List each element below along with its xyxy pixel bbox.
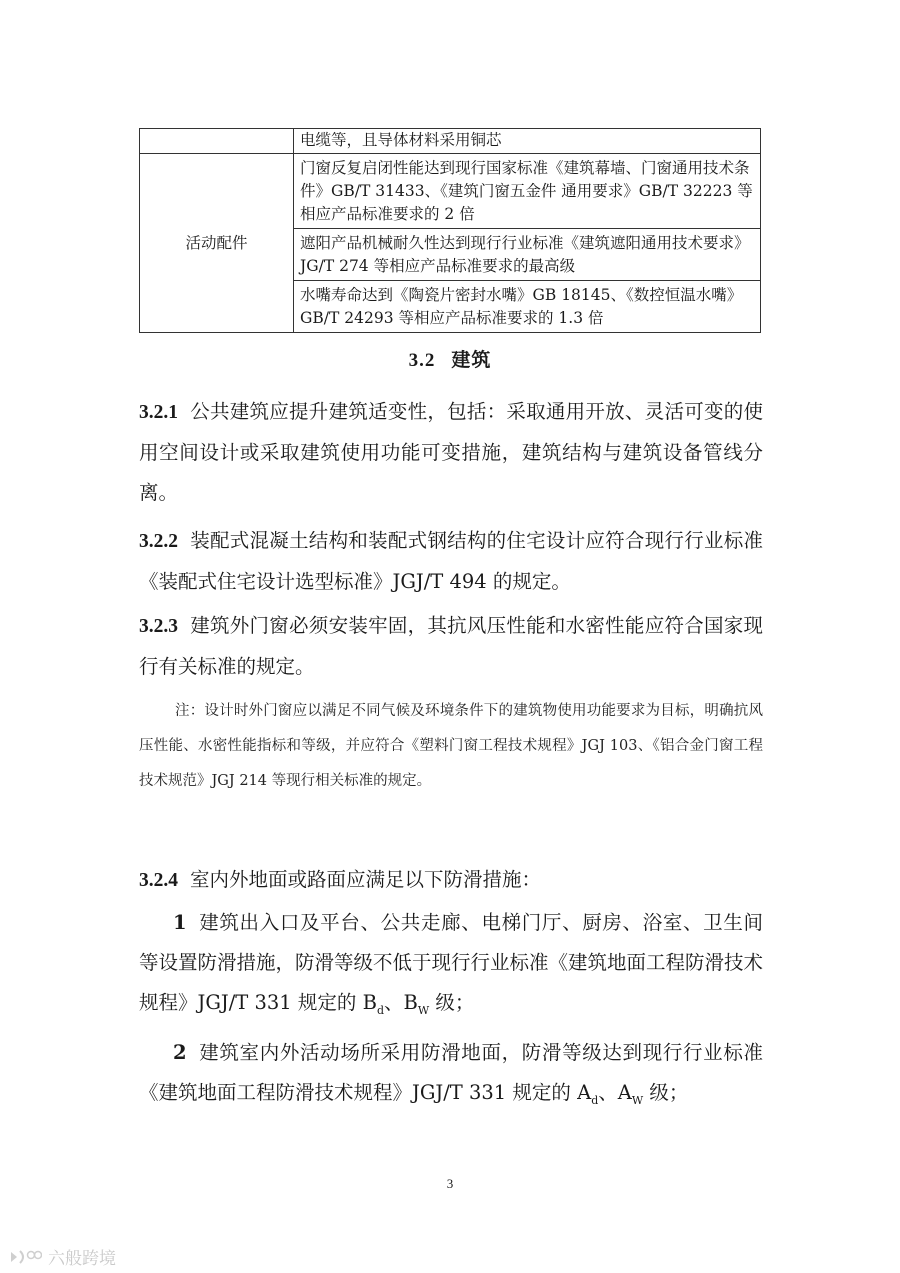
clause-text: 建筑外门窗必须安装牢固，其抗风压性能和水密性能应符合国家现行有关标准的规定。 bbox=[139, 614, 763, 678]
clause-3-2-1 bbox=[139, 392, 763, 513]
subscript-w: W bbox=[631, 1093, 644, 1107]
clause-text: 室内外地面或路面应满足以下防滑措施： bbox=[190, 868, 542, 891]
list-item-tail: 级； bbox=[643, 1081, 689, 1104]
table-category-cell: 活动配件 bbox=[140, 154, 294, 333]
table-cell: 水嘴寿命达到《陶瓷片密封水嘴》GB 18145、《数控恒温水嘴》GB/T 24293 等相应产品标准要求的 1.3 倍 bbox=[294, 281, 761, 333]
clause-3-2-2 bbox=[139, 521, 763, 602]
list-item-tail: 级； bbox=[429, 991, 475, 1014]
page-number: 3 bbox=[446, 1176, 454, 1191]
subscript-d: d bbox=[591, 1093, 599, 1107]
table-cell: 电缆等，且导体材料采用铜芯 bbox=[294, 129, 761, 154]
table-cell-empty bbox=[140, 129, 294, 154]
list-item-number: 2 bbox=[173, 1041, 187, 1064]
table-row bbox=[140, 154, 761, 229]
list-item-mid: 、A bbox=[598, 1081, 632, 1104]
clause-number: 3.2.1 bbox=[139, 402, 178, 423]
clause-3-2-4 bbox=[139, 860, 763, 901]
list-item-mid: 、B bbox=[383, 991, 418, 1014]
subscript-d: d bbox=[376, 1003, 384, 1017]
clause-number: 3.2.4 bbox=[139, 870, 178, 891]
note-paragraph: 注：设计时外门窗应以满足不同气候及环境条件下的建筑物使用功能要求为目标，明确抗风压性能、水密性能指标和等级，并应符合《塑料门窗工程技术规程》JGJ 103、《铝合金门窗工程技术规范》JGJ 214 等现行相关标准的规定。 bbox=[139, 703, 763, 789]
list-item-number: 1 bbox=[173, 911, 187, 934]
clause-text: 公共建筑应提升建筑适变性，包括：采取通用开放、灵活可变的使用空间设计或采取建筑使用功能可变措施，建筑结构与建筑设备管线分离。 bbox=[139, 400, 763, 504]
section-number: 3.2 bbox=[408, 350, 436, 371]
watermark-text: 六般跨境 bbox=[48, 1249, 116, 1269]
clause-3-2-3 bbox=[139, 606, 763, 687]
clause-text: 装配式混凝土结构和装配式钢结构的住宅设计应符合现行行业标准《装配式住宅设计选型标准》JGJ/T 494 的规定。 bbox=[139, 529, 763, 593]
table-row bbox=[140, 129, 761, 154]
list-item bbox=[139, 1033, 763, 1121]
list-item bbox=[139, 903, 763, 1031]
watermark-logo-icon bbox=[8, 1248, 42, 1266]
table-cell: 门窗反复启闭性能达到现行国家标准《建筑幕墙、门窗通用技术条件》GB/T 31433、《建筑门窗五金件 通用要求》GB/T 32223 等相应产品标准要求的 2 倍 bbox=[294, 154, 761, 229]
accessory-table bbox=[139, 128, 761, 333]
subscript-w: W bbox=[417, 1003, 430, 1017]
section-title: 建筑 bbox=[451, 349, 492, 371]
list-item-text: 建筑室内外活动场所采用防滑地面，防滑等级达到现行行业标准《建筑地面工程防滑技术规程》JGJ/T 331 规定的 A bbox=[139, 1041, 763, 1104]
clause-number: 3.2.3 bbox=[139, 616, 178, 637]
section-heading bbox=[0, 345, 900, 372]
list-item-text: 建筑出入口及平台、公共走廊、电梯门厅、厨房、浴室、卫生间等设置防滑措施，防滑等级不低于现行行业标准《建筑地面工程防滑技术规程》JGJ/T 331 规定的 B bbox=[139, 911, 764, 1014]
watermark bbox=[8, 1244, 116, 1269]
clause-number: 3.2.2 bbox=[139, 531, 178, 552]
table-cell: 遮阳产品机械耐久性达到现行行业标准《建筑遮阳通用技术要求》JG/T 274 等相应产品标准要求的最高级 bbox=[294, 229, 761, 281]
